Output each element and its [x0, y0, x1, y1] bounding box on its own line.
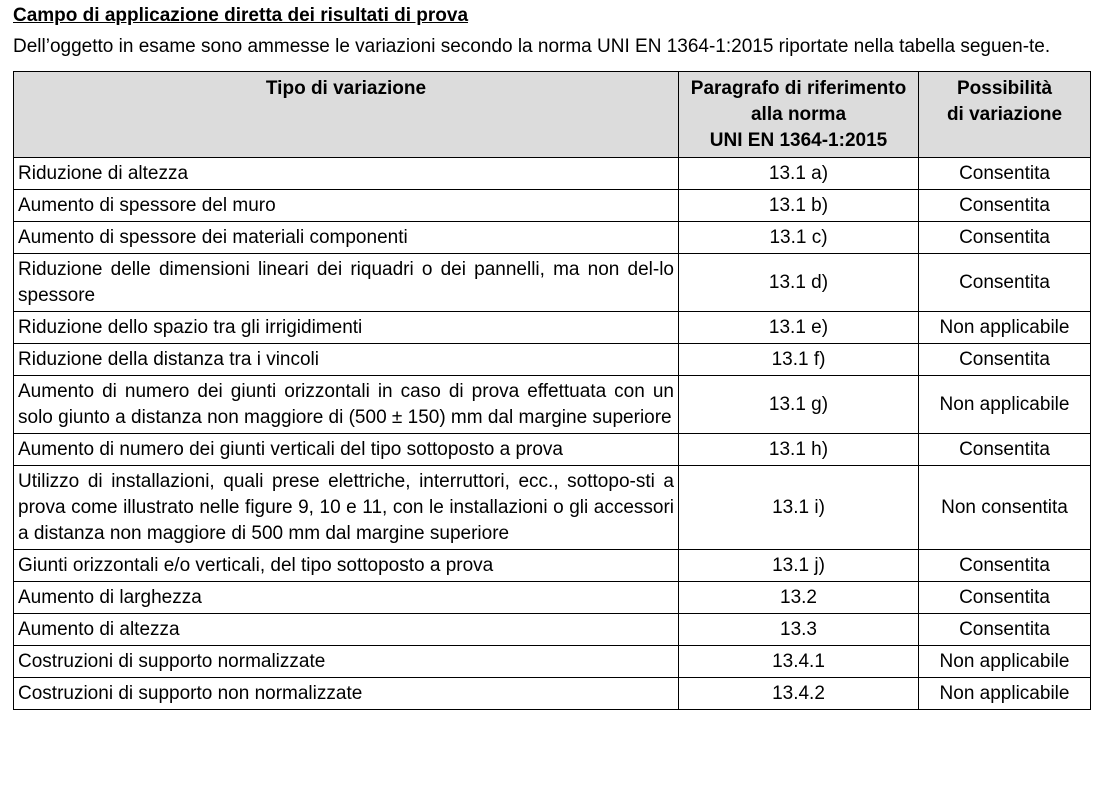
cell-possibility: Non consentita: [919, 466, 1091, 550]
cell-reference: 13.1 b): [679, 190, 919, 222]
cell-reference: 13.1 h): [679, 434, 919, 466]
cell-type: Aumento di spessore dei materiali componenti: [14, 222, 679, 254]
cell-type: Riduzione delle dimensioni lineari dei riquadri o dei pannelli, ma non del-lo spessore: [14, 254, 679, 312]
cell-type: Utilizzo di installazioni, quali prese elettriche, interruttori, ecc., sottopo-sti a prova come illustrato nelle figure 9, 10 e 11, con le installazioni o gli accessori a distanza non maggiore di 500 mm dal margine superiore: [14, 466, 679, 550]
cell-type: Giunti orizzontali e/o verticali, del tipo sottoposto a prova: [14, 550, 679, 582]
table-row: [14, 190, 1091, 222]
cell-type: Riduzione dello spazio tra gli irrigidimenti: [14, 312, 679, 344]
cell-possibility: Consentita: [919, 254, 1091, 312]
intro-paragraph: Dell’oggetto in esame sono ammesse le variazioni secondo la norma UNI EN 1364-1:2015 riportate nella tabella seguen-te.: [13, 36, 1051, 57]
cell-possibility: Consentita: [919, 582, 1091, 614]
cell-reference: 13.1 f): [679, 344, 919, 376]
cell-possibility: Non applicabile: [919, 678, 1091, 710]
header-possibility: [919, 72, 1091, 158]
cell-reference: 13.1 a): [679, 158, 919, 190]
table-row: [14, 466, 1091, 550]
header-possibility-line1: Possibilità: [956, 78, 1053, 99]
cell-possibility: Non applicabile: [919, 376, 1091, 434]
header-reference-line2: alla norma: [750, 104, 847, 125]
cell-type: Riduzione di altezza: [14, 158, 679, 190]
table-row: [14, 646, 1091, 678]
cell-type: Costruzioni di supporto normalizzate: [14, 646, 679, 678]
table-row: [14, 312, 1091, 344]
table-header: [14, 72, 1091, 158]
table-row: [14, 582, 1091, 614]
cell-possibility: Consentita: [919, 158, 1091, 190]
cell-type: Aumento di altezza: [14, 614, 679, 646]
header-type: [14, 72, 679, 158]
cell-reference: 13.3: [679, 614, 919, 646]
cell-reference: 13.2: [679, 582, 919, 614]
cell-type: Costruzioni di supporto non normalizzate: [14, 678, 679, 710]
cell-possibility: Consentita: [919, 550, 1091, 582]
cell-type: Aumento di larghezza: [14, 582, 679, 614]
variations-table: [13, 71, 1091, 710]
cell-type: Riduzione della distanza tra i vincoli: [14, 344, 679, 376]
header-reference-line3: UNI EN 1364-1:2015: [709, 130, 888, 151]
cell-reference: 13.1 c): [679, 222, 919, 254]
cell-reference: 13.1 g): [679, 376, 919, 434]
cell-reference: 13.1 d): [679, 254, 919, 312]
cell-possibility: Non applicabile: [919, 312, 1091, 344]
cell-type: Aumento di numero dei giunti verticali del tipo sottoposto a prova: [14, 434, 679, 466]
cell-reference: 13.1 e): [679, 312, 919, 344]
table-row: [14, 434, 1091, 466]
cell-reference: 13.1 i): [679, 466, 919, 550]
cell-type: Aumento di spessore del muro: [14, 190, 679, 222]
cell-possibility: Non applicabile: [919, 646, 1091, 678]
header-reference-line1: Paragrafo di riferimento: [690, 78, 907, 99]
cell-possibility: Consentita: [919, 222, 1091, 254]
table-row: [14, 344, 1091, 376]
table-row: [14, 254, 1091, 312]
table-row: [14, 614, 1091, 646]
cell-possibility: Consentita: [919, 344, 1091, 376]
header-type-label: Tipo di variazione: [265, 78, 427, 99]
cell-reference: 13.4.1: [679, 646, 919, 678]
table-row: [14, 376, 1091, 434]
document-page: [13, 4, 1091, 710]
cell-possibility: Consentita: [919, 434, 1091, 466]
header-row: [14, 72, 1091, 158]
table-row: [14, 550, 1091, 582]
table-body: [14, 158, 1091, 710]
cell-type: Aumento di numero dei giunti orizzontali in caso di prova effettuata con un solo giunto a distanza non maggiore di (500 ± 150) mm dal margine superiore: [14, 376, 679, 434]
cell-reference: 13.1 j): [679, 550, 919, 582]
table-row: [14, 158, 1091, 190]
table-row: [14, 222, 1091, 254]
section-heading: Campo di applicazione diretta dei risultati di prova: [13, 5, 469, 26]
header-possibility-line2: di variazione: [946, 104, 1063, 125]
cell-possibility: Consentita: [919, 190, 1091, 222]
cell-possibility: Consentita: [919, 614, 1091, 646]
header-reference: [679, 72, 919, 158]
table-row: [14, 678, 1091, 710]
cell-reference: 13.4.2: [679, 678, 919, 710]
